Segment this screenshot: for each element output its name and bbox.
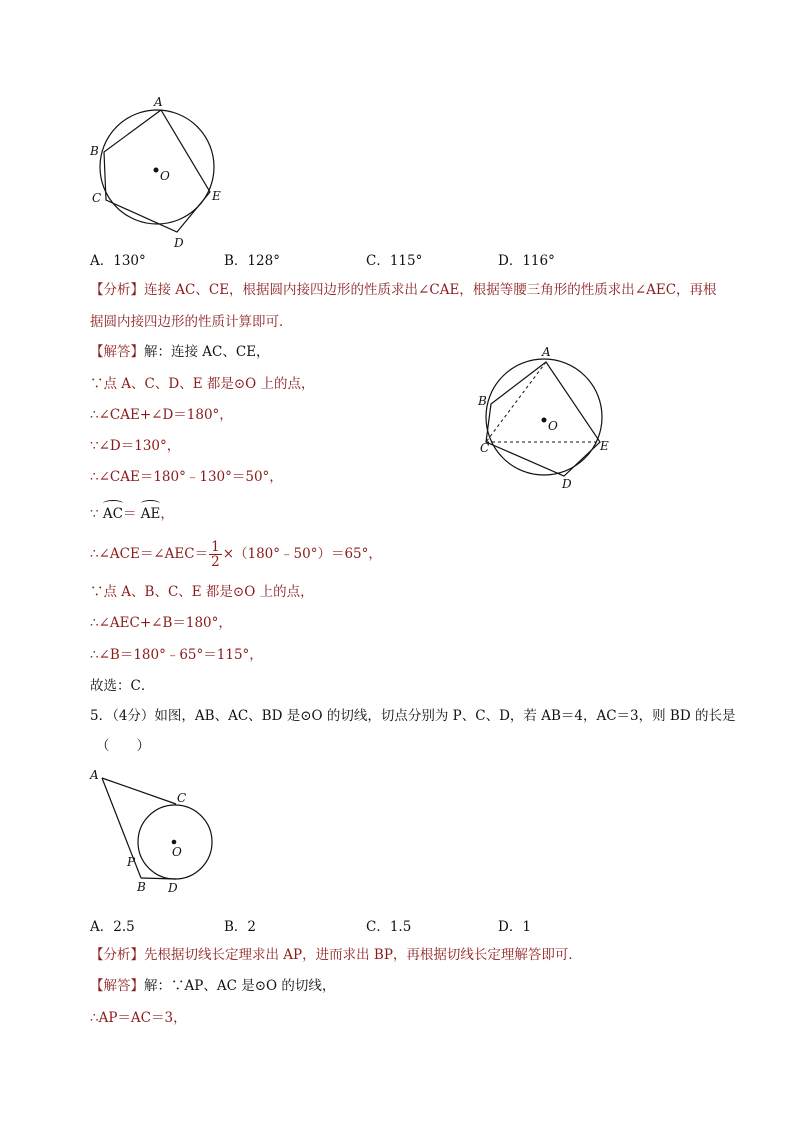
solution-7a: ∴∠ACE＝∠AEC＝ — [90, 546, 209, 562]
label-o-2: O — [548, 419, 558, 433]
q5-option-d: D．1 — [498, 919, 531, 935]
q4-option-a: A．130° — [90, 253, 146, 269]
label-c-2: C — [480, 441, 490, 455]
solution-line-5: ∴∠CAE＝180°﹣130°＝50°， — [90, 469, 283, 485]
solution-line-2: ∵点 A、C、D、E 都是⊙O 上的点， — [90, 376, 315, 392]
because-sign: ∵ — [90, 506, 99, 522]
label-b-3: B — [137, 880, 146, 894]
center-dot-3 — [172, 840, 177, 845]
q4-option-d: D．116° — [498, 253, 555, 269]
q5-option-b: B．2 — [224, 919, 257, 935]
label-c-3: C — [177, 791, 187, 805]
label-d-3: D — [168, 881, 178, 895]
circle-o-2 — [486, 359, 602, 475]
solution2-line-2: ∴AP＝AC＝3， — [90, 1010, 187, 1026]
label-b-2: B — [478, 394, 487, 408]
q5-option-a: A．2.5 — [90, 919, 135, 935]
figure-tangents — [84, 764, 224, 899]
q5-line-1: 5．（4分）如图，AB、AC、BD 是⊙O 的切线，切点分别为 P、C、D，若 AB＝4，AC＝3，则 BD 的长是 — [90, 708, 736, 724]
label-p-3: P — [127, 855, 136, 869]
tangent-ab — [102, 778, 141, 878]
figure-solution-diagram — [474, 342, 624, 492]
label-a-3: A — [90, 768, 99, 782]
solution-line-9: ∴∠AEC+∠B＝180°， — [90, 615, 232, 631]
label-d: D — [174, 236, 184, 250]
center-dot-2 — [542, 418, 547, 423]
solution-line-1 — [90, 342, 270, 362]
label-e-2: E — [600, 439, 609, 453]
solution-line-7 — [90, 540, 382, 569]
label-b: B — [90, 144, 99, 158]
tangent-ac — [102, 778, 176, 804]
solution-7b: ×（180°﹣50°）＝65°， — [222, 546, 382, 562]
solution2-tag: 【解答】 — [90, 978, 144, 994]
label-c: C — [92, 191, 102, 205]
fraction-denominator: 2 — [211, 554, 220, 570]
analysis-line-2: 据圆内接四边形的性质计算即可． — [90, 314, 293, 330]
analysis2-tag: 【分析】 — [90, 947, 144, 963]
label-e: E — [212, 189, 221, 203]
analysis-tag: 【分析】 — [90, 282, 144, 298]
solution-line-6 — [90, 504, 174, 524]
solution-text-1: 解：连接 AC、CE， — [144, 344, 270, 360]
label-o-3: O — [172, 845, 182, 859]
label-o: O — [160, 169, 170, 183]
solution-tag: 【解答】 — [90, 344, 144, 360]
analysis2-text: 先根据切线长定理求出 AP，进而求出 BP，再根据切线长定理解答即可． — [144, 947, 582, 963]
comma: ， — [160, 506, 174, 522]
solution-line-3: ∴∠CAE+∠D＝180°， — [90, 407, 233, 423]
fraction-numerator: 1 — [211, 539, 220, 555]
analysis-line-1 — [90, 280, 717, 300]
q4-option-b: B．128° — [224, 253, 280, 269]
q5-option-c: C．1.5 — [366, 919, 412, 935]
arc-ae: AE — [140, 506, 161, 522]
label-a-2: A — [542, 345, 551, 359]
figure-circle-pentagon — [84, 92, 234, 250]
solution-line-4: ∵∠D＝130°， — [90, 438, 181, 454]
label-d-2: D — [562, 477, 572, 491]
equals-sign: ＝ — [122, 506, 137, 522]
arc-ac: AC — [102, 506, 123, 522]
solution2-line-1 — [90, 976, 335, 996]
solution-line-8: ∵点 A、B、C、E 都是⊙O 上的点， — [90, 584, 314, 600]
dashed-ac — [486, 362, 546, 442]
solution-line-10: ∴∠B＝180°﹣65°＝115°， — [90, 647, 263, 663]
circle-o — [100, 110, 214, 224]
solution-line-11: 故选：C． — [90, 678, 155, 694]
tangent-bd — [141, 878, 176, 879]
center-dot — [154, 168, 159, 173]
solution2-text-1: 解：∵AP、AC 是⊙O 的切线， — [144, 978, 336, 994]
analysis2-line — [90, 945, 582, 965]
analysis-text-1: 连接 AC、CE，根据圆内接四边形的性质求出∠CAE，根据等腰三角形的性质求出∠AEC，再根 — [144, 282, 717, 298]
fraction-half — [209, 540, 222, 569]
label-a: A — [154, 95, 163, 109]
q5-line-2: （ ） — [96, 738, 150, 754]
q4-option-c: C．115° — [366, 253, 423, 269]
